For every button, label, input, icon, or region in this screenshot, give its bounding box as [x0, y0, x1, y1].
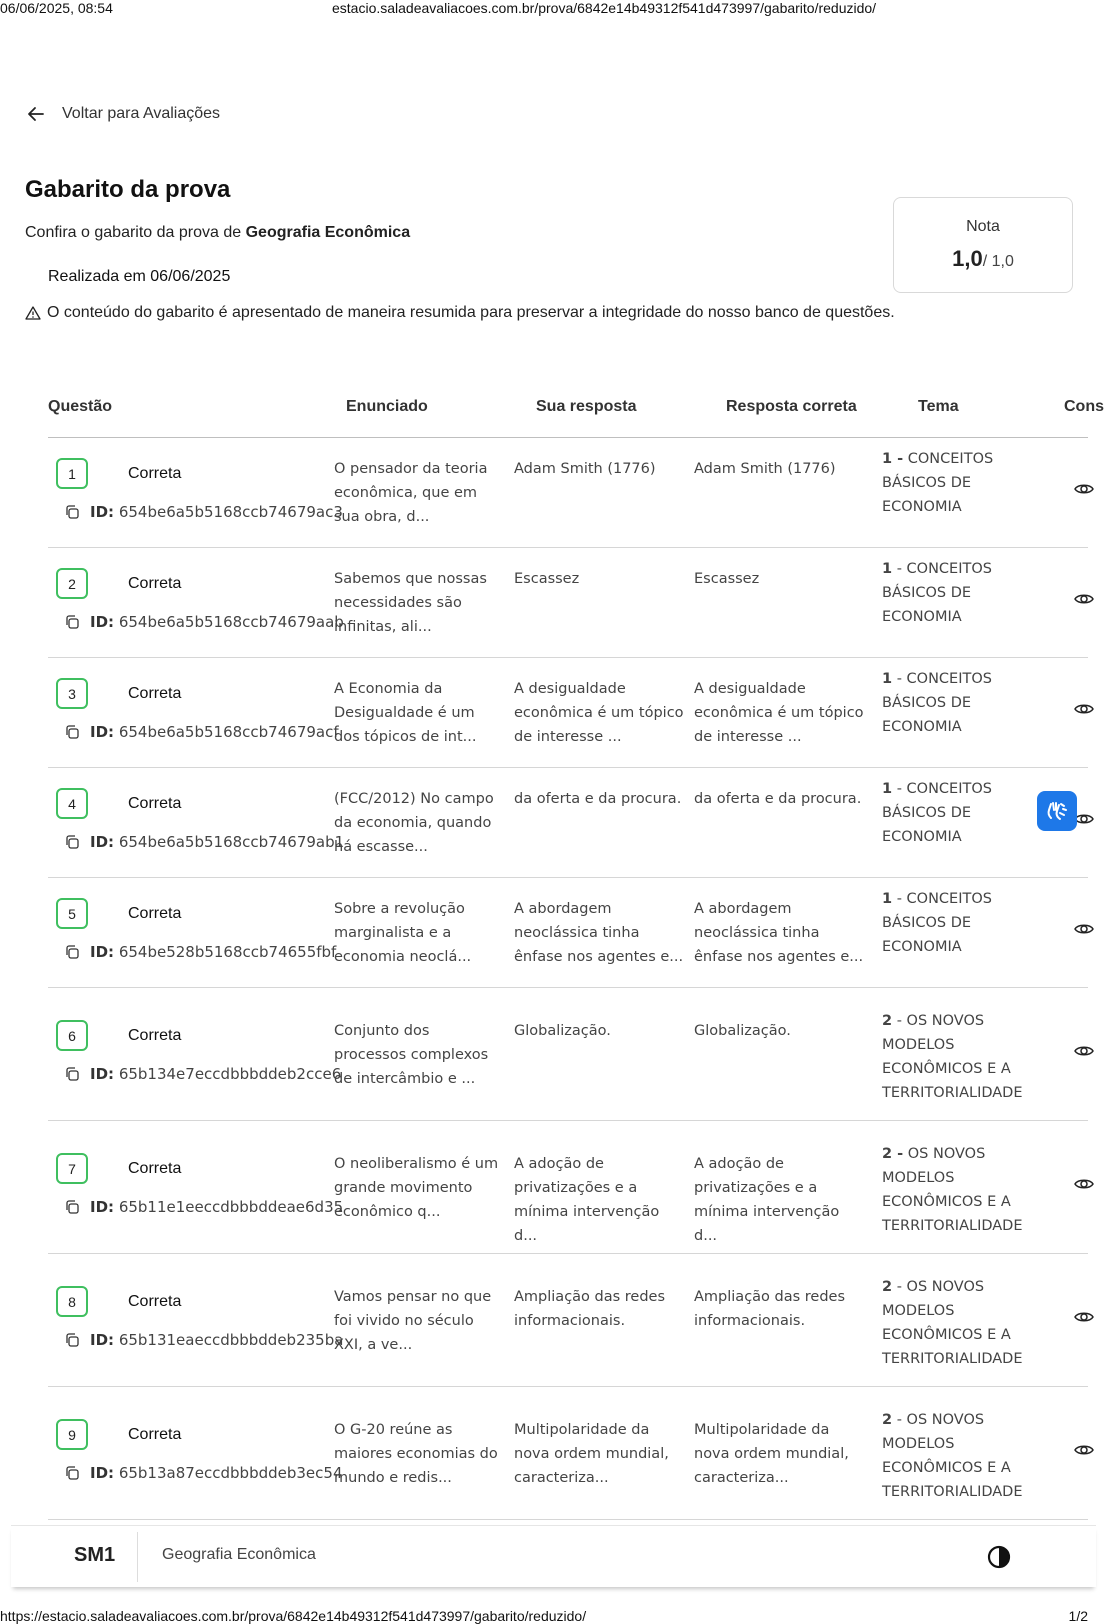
status-label: Correta [128, 905, 182, 922]
your-answer-cell: Multipolaridade da nova ordem mundial, caracteriza... [514, 1422, 669, 1486]
id-value: 65b13a87eccdbbbddeb3ec54 [118, 1464, 343, 1482]
contrast-icon[interactable] [986, 1544, 1012, 1570]
table-header [48, 390, 1104, 438]
footer-divider [137, 1532, 138, 1582]
enunciado-cell: O pensador da teoria econômica, que em sua obra, d... [334, 461, 488, 525]
course-code: SM1 [74, 1544, 116, 1566]
copy-icon[interactable] [64, 1332, 80, 1348]
eye-icon[interactable] [1074, 1440, 1094, 1460]
id-label: ID: [90, 613, 115, 631]
id-label: ID: [90, 1331, 115, 1349]
column-resposta-correta: Resposta correta [726, 398, 857, 415]
table-row [48, 768, 1088, 878]
score-card [893, 197, 1073, 293]
question-number: 7 [56, 1153, 88, 1184]
table-row [48, 1254, 1088, 1387]
correct-answer-cell: A adoção de privatizações e a mínima intervenção d... [694, 1156, 840, 1244]
table-row [48, 878, 1088, 988]
enunciado-cell: O G-20 reúne as maiores economias do mundo e redis... [334, 1422, 498, 1486]
enunciado-cell: O neoliberalismo é um grande movimento econômico q... [334, 1156, 499, 1220]
question-id[interactable] [64, 1331, 343, 1349]
copy-icon[interactable] [64, 724, 80, 740]
correct-answer-cell: Globalização. [694, 1023, 791, 1039]
score-value [894, 246, 1072, 272]
topic-name: - CONCEITOS BÁSICOS DE ECONOMIA [882, 561, 992, 625]
print-datetime: 06/06/2025, 08:54 [0, 0, 113, 16]
topic-number: 1 [882, 671, 893, 687]
libras-button[interactable] [1037, 791, 1077, 831]
topic-name: CONCEITOS BÁSICOS DE ECONOMIA [882, 451, 994, 515]
question-id[interactable] [64, 1065, 341, 1083]
topic-number: 1 [882, 561, 893, 577]
copy-icon[interactable] [64, 504, 80, 520]
id-label: ID: [90, 723, 115, 741]
status-label: Correta [128, 575, 182, 592]
topic-cell [882, 1275, 1022, 1371]
status-label: Correta [128, 465, 182, 482]
topic-cell [882, 1009, 1022, 1105]
topic-number: 2 [882, 1279, 893, 1295]
table-row [48, 548, 1088, 658]
table-row [48, 988, 1088, 1121]
enunciado-cell: Vamos pensar no que foi vivido no século XXI, a ve... [334, 1289, 492, 1353]
topic-cell [882, 447, 1022, 519]
warning-text: O conteúdo do gabarito é apresentado de maneira resumida para preservar a integridade do nosso banco de questões. [47, 304, 895, 321]
print-url: estacio.saladeavaliacoes.com.br/prova/6842e14b49312f541d473997/gabarito/reduzido/ [332, 0, 877, 16]
table-row [48, 1121, 1088, 1254]
id-value: 65b134e7eccdbbbddeb2cce6 [118, 1065, 342, 1083]
warning-triangle-icon [25, 305, 41, 321]
id-label: ID: [90, 833, 115, 851]
status-label: Correta [128, 1293, 182, 1310]
id-label: ID: [90, 1198, 115, 1216]
your-answer-cell: A desigualdade econômica é um tópico de interesse ... [514, 681, 684, 745]
correct-answer-cell: Escassez [694, 571, 760, 587]
topic-cell [882, 557, 1022, 629]
topic-number: 2 [882, 1013, 893, 1029]
topic-number: 1 - [882, 451, 904, 467]
subtitle-prefix: Confira o gabarito da prova de [25, 224, 246, 241]
question-number: 2 [56, 568, 88, 599]
question-id[interactable] [64, 943, 336, 961]
eye-icon[interactable] [1074, 1307, 1094, 1327]
column-questao: Questão [48, 398, 113, 415]
id-value: 65b11e1eeccdbbbddeae6d35 [118, 1198, 344, 1216]
eye-icon[interactable] [1074, 1174, 1094, 1194]
enunciado-cell: Sobre a revolução marginalista e a economia neoclá... [334, 901, 472, 965]
question-id[interactable] [64, 833, 344, 851]
arrow-left-icon [26, 104, 46, 124]
eye-icon[interactable] [1074, 589, 1094, 609]
question-number: 1 [56, 458, 88, 489]
eye-icon[interactable] [1074, 699, 1094, 719]
correct-answer-cell: A abordagem neoclássica tinha ênfase nos agentes e... [694, 901, 864, 965]
question-number: 4 [56, 788, 88, 819]
question-id[interactable] [64, 1464, 343, 1482]
id-value: 654be6a5b5168ccb74679ac3 [118, 503, 343, 521]
topic-name: - CONCEITOS BÁSICOS DE ECONOMIA [882, 781, 992, 845]
status-label: Correta [128, 1027, 182, 1044]
eye-icon[interactable] [1074, 479, 1094, 499]
id-value: 654be528b5168ccb74655fbf [118, 943, 337, 961]
topic-cell [882, 887, 1022, 959]
eye-icon[interactable] [1074, 809, 1094, 829]
question-number: 8 [56, 1286, 88, 1317]
your-answer-cell: Ampliação das redes informacionais. [514, 1289, 666, 1329]
topic-name: OS NOVOS MODELOS ECONÔMICOS E A TERRITORIALIDADE [882, 1146, 1023, 1234]
topic-cell [882, 667, 1022, 739]
score-obtained: 1,0 [952, 246, 983, 271]
table-body [48, 438, 1088, 1520]
topic-cell [882, 777, 1022, 849]
topic-cell [882, 1408, 1022, 1504]
your-answer-cell: A abordagem neoclássica tinha ênfase nos agentes e... [514, 901, 684, 965]
correct-answer-cell: Multipolaridade da nova ordem mundial, caracteriza... [694, 1422, 849, 1486]
status-label: Correta [128, 1426, 182, 1443]
topic-cell [882, 1142, 1022, 1238]
footer-bar [11, 1525, 1096, 1587]
back-link[interactable] [26, 104, 220, 124]
enunciado-cell: (FCC/2012) No campo da economia, quando há escasse... [334, 791, 494, 855]
status-label: Correta [128, 795, 182, 812]
answer-table [48, 390, 1104, 1530]
topic-name: - CONCEITOS BÁSICOS DE ECONOMIA [882, 891, 992, 955]
id-label: ID: [90, 1065, 115, 1083]
subject-name: Geografia Econômica [245, 224, 411, 241]
status-label: Correta [128, 1160, 182, 1177]
your-answer-cell: Escassez [514, 571, 580, 587]
topic-name: - CONCEITOS BÁSICOS DE ECONOMIA [882, 671, 992, 735]
page-title: Gabarito da prova [25, 176, 231, 203]
correct-answer-cell: Adam Smith (1776) [694, 461, 836, 477]
correct-answer-cell: A desigualdade econômica é um tópico de interesse ... [694, 681, 864, 745]
topic-name: - OS NOVOS MODELOS ECONÔMICOS E A TERRITORIALIDADE [882, 1013, 1023, 1101]
column-enunciado: Enunciado [346, 398, 428, 415]
question-id[interactable] [64, 1198, 343, 1216]
id-value: 65b131eaeccdbbbddeb235ba [118, 1331, 344, 1349]
your-answer-cell: A adoção de privatizações e a mínima intervenção d... [514, 1156, 660, 1244]
your-answer-cell: Adam Smith (1776) [514, 461, 656, 477]
copy-icon[interactable] [64, 1465, 80, 1481]
table-row [48, 1387, 1088, 1520]
topic-number: 1 [882, 891, 893, 907]
copy-icon[interactable] [64, 944, 80, 960]
table-row [48, 658, 1088, 768]
topic-number: 2 - [882, 1146, 904, 1162]
print-footer-url: https://estacio.saladeavaliacoes.com.br/prova/6842e14b49312f541d473997/gabarito/reduzido/ [0, 1608, 587, 1624]
topic-number: 2 [882, 1412, 893, 1428]
question-id[interactable] [64, 723, 339, 741]
libras-hands-icon [1044, 798, 1070, 824]
column-cons: Cons [1064, 398, 1104, 415]
id-label: ID: [90, 503, 115, 521]
column-sua-resposta: Sua resposta [536, 398, 637, 415]
page-subtitle [25, 224, 410, 242]
topic-name: - OS NOVOS MODELOS ECONÔMICOS E A TERRITORIALIDADE [882, 1412, 1023, 1500]
print-header [0, 0, 1096, 16]
print-page-number: 1/2 [1068, 1608, 1088, 1624]
your-answer-cell: Globalização. [514, 1023, 611, 1039]
status-label: Correta [128, 685, 182, 702]
print-footer [0, 1608, 1096, 1624]
score-label: Nota [966, 218, 1000, 235]
topic-number: 1 [882, 781, 893, 797]
enunciado-cell: Sabemos que nossas necessidades são infinitas, ali... [334, 571, 487, 635]
copy-icon[interactable] [64, 614, 80, 630]
summary-warning [25, 304, 895, 322]
score-max: / 1,0 [982, 253, 1014, 270]
your-answer-cell: da oferta e da procura. [514, 791, 682, 807]
id-value: 654be6a5b5168ccb74679ab1 [118, 833, 345, 851]
course-name: Geografia Econômica [162, 1546, 316, 1563]
id-value: 654be6a5b5168ccb74679aab [118, 613, 344, 631]
question-id[interactable] [64, 613, 344, 631]
id-label: ID: [90, 943, 115, 961]
copy-icon[interactable] [64, 834, 80, 850]
enunciado-cell: Conjunto dos processos complexos de intercâmbio e ... [334, 1023, 489, 1087]
question-number: 6 [56, 1020, 88, 1051]
question-number: 5 [56, 898, 88, 929]
back-link-label: Voltar para Avaliações [62, 105, 221, 122]
eye-icon[interactable] [1074, 919, 1094, 939]
exam-date: Realizada em 06/06/2025 [48, 268, 231, 285]
correct-answer-cell: Ampliação das redes informacionais. [694, 1289, 846, 1329]
copy-icon[interactable] [64, 1066, 80, 1082]
eye-icon[interactable] [1074, 1041, 1094, 1061]
question-number: 3 [56, 678, 88, 709]
enunciado-cell: A Economia da Desigualdade é um dos tópicos de int... [334, 681, 477, 745]
topic-name: - OS NOVOS MODELOS ECONÔMICOS E A TERRITORIALIDADE [882, 1279, 1023, 1367]
id-value: 654be6a5b5168ccb74679acf [118, 723, 339, 741]
question-id[interactable] [64, 503, 343, 521]
correct-answer-cell: da oferta e da procura. [694, 791, 862, 807]
question-number: 9 [56, 1419, 88, 1450]
table-row [48, 438, 1088, 548]
copy-icon[interactable] [64, 1199, 80, 1215]
column-tema: Tema [918, 398, 959, 415]
id-label: ID: [90, 1464, 115, 1482]
